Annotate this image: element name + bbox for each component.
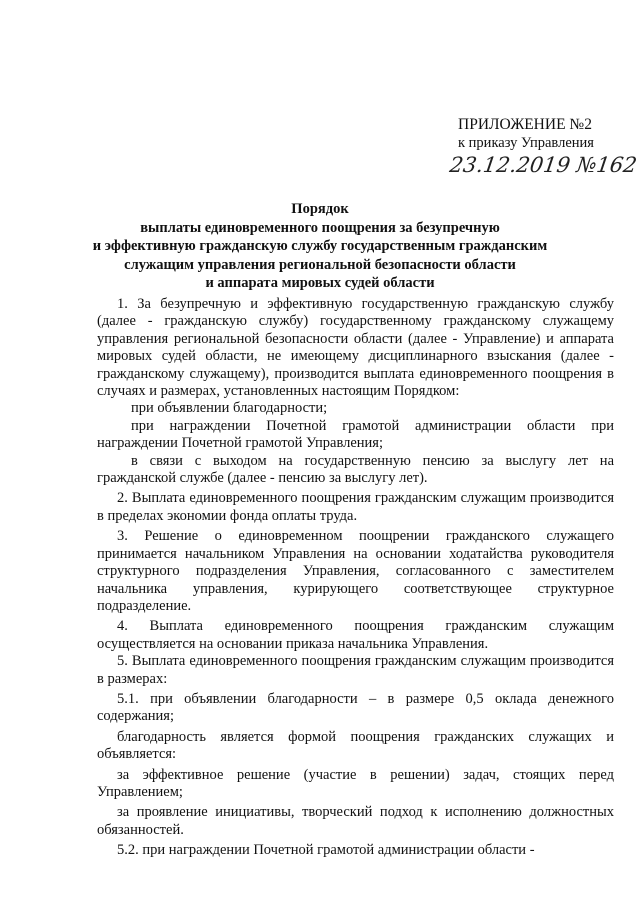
handwritten-date-text: 23.12.2019 №162 — [448, 152, 639, 177]
paragraph-gratitude-definition: благодарность является формой поощрения гражданских служащих и объявляется: — [97, 728, 614, 763]
paragraph-honor-certificate: при награждении Почетной грамотой администрации области при награждении Почетной грамотой Управления; — [97, 417, 614, 452]
paragraph-2: 2. Выплата единовременного поощрения гражданским служащим производится в пределах экономии фонда оплаты труда. — [97, 490, 614, 524]
paragraph-pension: в связи с выходом на государственную пенсию за выслугу лет на гражданской службе (далее - пенсию за выслугу лет). — [97, 452, 614, 487]
title-line-2: выплаты единовременного поощрения за безупречную — [140, 219, 500, 236]
paragraph-5: 5. Выплата единовременного поощрения гражданским служащим производится в размерах: — [97, 653, 614, 687]
document-title — [60, 200, 580, 293]
paragraph-gratitude: при объявлении благодарности; — [131, 400, 328, 417]
title-line-4: служащим управления региональной безопасности области — [124, 256, 516, 273]
title-line-3: и эффективную гражданскую службу государственным гражданским — [92, 238, 548, 254]
paragraph-initiative: за проявление инициативы, творческий подход к исполнению должностных обязанностей. — [97, 804, 614, 838]
paragraph-5-2: 5.2. при награждении Почетной грамотой администрации области - — [117, 842, 535, 859]
handwritten-date-number — [448, 150, 639, 182]
appendix-label: ПРИЛОЖЕНИЕ №2 — [458, 116, 592, 133]
title-line-1: Порядок — [291, 201, 349, 217]
paragraph-effective-solution: за эффективное решение (участие в решении) задач, стоящих перед Управлением; — [97, 766, 614, 800]
paragraph-5-1: 5.1. при объявлении благодарности – в размере 0,5 оклада денежного содержания; — [97, 690, 614, 725]
document-body — [97, 296, 614, 860]
paragraph-3: 3. Решение о единовременном поощрении гражданского служащего принимается начальником Управления на основании ходатайства руководителя структурного подразделения Управления, согласованного с заместителем начальника управления, курирующего соответствующее структурное подразделение. — [97, 528, 614, 614]
paragraph-1: 1. За безупречную и эффективную государственную гражданскую службу (далее - гражданскую службу) государственному гражданскому служащему управления региональной безопасности области (далее - Управление) и аппарата мировых судей области, не имеющему дисциплинарного взыскания (далее - гражданскому служащему), производится выплата единовременного поощрения в случаях и размерах, установленных настоящим Порядком: — [97, 296, 614, 400]
appendix-block — [458, 115, 594, 153]
title-line-5: и аппарата мировых судей области — [205, 275, 435, 291]
paragraph-4: 4. Выплата единовременного поощрения гражданским служащим осуществляется на основании приказа начальника Управления. — [97, 618, 614, 652]
order-reference: к приказу Управления — [458, 135, 594, 151]
